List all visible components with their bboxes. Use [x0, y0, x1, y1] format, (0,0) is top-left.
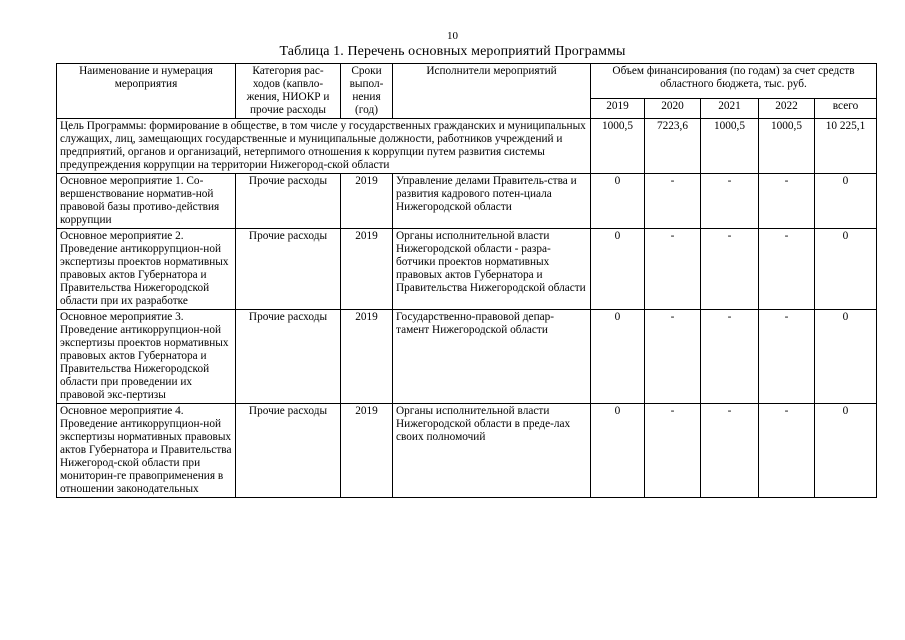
measure-executor: Органы исполнительной власти Нижегородской области - разра-ботчики проектов нормативных правовых актов Губернатора и Правительства Нижегородской области: [393, 229, 591, 310]
table-row: [57, 229, 877, 310]
measure-name: Основное мероприятие 3. Проведение антикоррупцион-ной экспертизы проектов нормативных правовых актов Губернатора и Правительства Нижегородской области при проведении их правовой экс-пертизы: [57, 310, 236, 404]
measure-total: 0: [815, 174, 877, 229]
measure-executor: Государственно-правовой депар-тамент Нижегородской области: [393, 310, 591, 404]
header-2021: 2021: [701, 99, 759, 119]
header-row: [57, 64, 877, 99]
header-terms: Сроки выпол-нения (год): [341, 64, 393, 119]
goal-2022: 1000,5: [759, 119, 815, 174]
measure-year: 2019: [341, 404, 393, 498]
measure-total: 0: [815, 404, 877, 498]
measure-2019: 0: [591, 229, 645, 310]
measure-total: 0: [815, 310, 877, 404]
measure-2019: 0: [591, 174, 645, 229]
goal-2021: 1000,5: [701, 119, 759, 174]
measure-2019: 0: [591, 310, 645, 404]
measure-name: Основное мероприятие 2. Проведение антикоррупцион-ной экспертизы проектов нормативных правовых актов Губернатора и Правительства Нижегородской области при их разработке: [57, 229, 236, 310]
measure-year: 2019: [341, 310, 393, 404]
measure-2022: -: [759, 310, 815, 404]
measure-total: 0: [815, 229, 877, 310]
measure-2022: -: [759, 229, 815, 310]
measure-2020: -: [645, 229, 701, 310]
header-category: Категория рас-ходов (капвло-жения, НИОКР и прочие расходы: [236, 64, 341, 119]
table-row: [57, 174, 877, 229]
measure-2021: -: [701, 404, 759, 498]
header-executors: Исполнители мероприятий: [393, 64, 591, 119]
goal-2019: 1000,5: [591, 119, 645, 174]
measure-2020: -: [645, 310, 701, 404]
header-2020: 2020: [645, 99, 701, 119]
measure-category: Прочие расходы: [236, 229, 341, 310]
measure-executor: Органы исполнительной власти Нижегородской области в преде-лах своих полномочий: [393, 404, 591, 498]
table-row: [57, 310, 877, 404]
table-row: [57, 404, 877, 498]
measure-category: Прочие расходы: [236, 404, 341, 498]
measure-2020: -: [645, 404, 701, 498]
measure-category: Прочие расходы: [236, 310, 341, 404]
measures-table: [56, 63, 877, 498]
measure-2022: -: [759, 174, 815, 229]
page-number: 10: [447, 30, 458, 42]
measure-year: 2019: [341, 229, 393, 310]
measure-name: Основное мероприятие 4. Проведение антикоррупцион-ной экспертизы нормативных правовых актов Губернатора и Правительства Нижегород-ской области при мониторин-ге правоприменения в отношении законодательных: [57, 404, 236, 498]
measure-2021: -: [701, 310, 759, 404]
measure-2021: -: [701, 229, 759, 310]
measure-year: 2019: [341, 174, 393, 229]
measure-executor: Управление делами Правитель-ства и развития кадрового потен-циала Нижегородской области: [393, 174, 591, 229]
measure-2019: 0: [591, 404, 645, 498]
measure-name: Основное мероприятие 1. Со-вершенствование норматив-ной правовой базы противо-действия коррупции: [57, 174, 236, 229]
goal-row: [57, 119, 877, 174]
measure-2021: -: [701, 174, 759, 229]
measure-category: Прочие расходы: [236, 174, 341, 229]
measure-2020: -: [645, 174, 701, 229]
header-2022: 2022: [759, 99, 815, 119]
table-title: Таблица 1. Перечень основных мероприятий Программы: [279, 44, 626, 59]
goal-text: Цель Программы: формирование в обществе, в том числе у государственных гражданских и муниципальных служащих, лиц, замещающих государственные и муниципальные должности, работников учреждений и предприятий, органов и организаций, нетерпимого отношения к коррупции путем развития системы предупреждения коррупции на территории Нижегород-ской области: [57, 119, 591, 174]
measure-2022: -: [759, 404, 815, 498]
header-funding: Объем финансирования (по годам) за счет средств областного бюджета, тыс. руб.: [591, 64, 877, 99]
header-name: Наименование и нумерация мероприятия: [57, 64, 236, 119]
header-total: всего: [815, 99, 877, 119]
goal-total: 10 225,1: [815, 119, 877, 174]
header-2019: 2019: [591, 99, 645, 119]
goal-2020: 7223,6: [645, 119, 701, 174]
